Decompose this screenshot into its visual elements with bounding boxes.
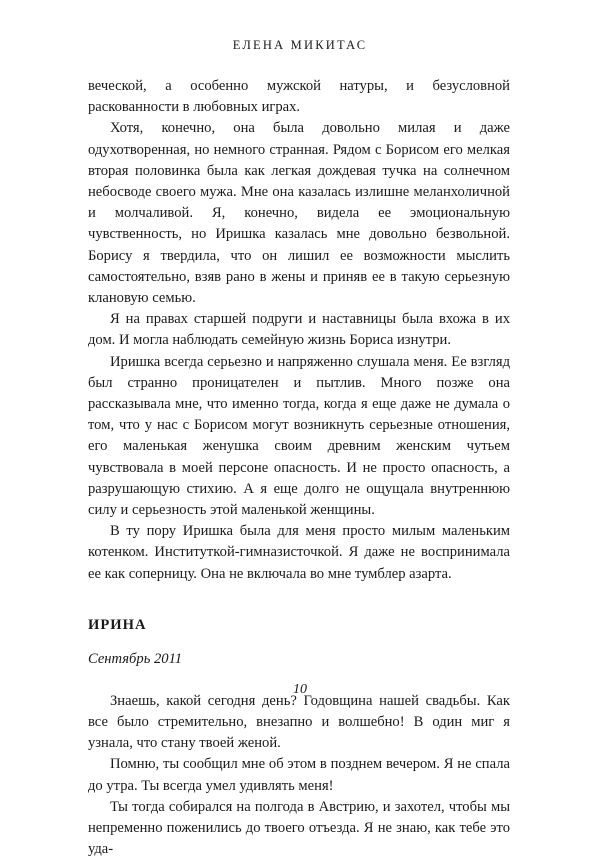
body-paragraph: Я на правах старшей подруги и наставницы была вхожа в их дом. И могла наблюдать семейную жизнь Бориса изнутри. (88, 311, 510, 349)
body-paragraph: Ты тогда собирался на полгода в Австрию, и захотел, чтобы мы непременно поженились до твоего отъезда. Я не знаю, как тебе это уда- (88, 798, 510, 858)
page-number: 10 (293, 682, 307, 697)
body-paragraph: В ту пору Иришка была для меня просто милым маленьким котенком. Институткой-гимназисточкой. Я даже не воспринимала ее как соперницу. Она не включала во мне тумблер азарта. (88, 523, 510, 582)
body-paragraph: веческой, а особенно мужской натуры, и безусловной раскованности в любовных играх. (88, 78, 510, 116)
body-paragraph: Хотя, конечно, она была довольно милая и даже одухотворенная, но немного странная. Рядом с Борисом его мелкая вторая половинка была как легкая дождевая тучка на солнечном небосводе своего мужа. Мне она казалась излишне меланхоличной и молчаливой. Я, конечно, видела ее эмоциональную чувственность, но Иришка казалась мне довольно безвольной. Борису я твердила, что он лишил ее возможности мыслить самостоятельно, взяв рано в жены и приняв ее в такую серьезную клановую семью. (88, 120, 510, 307)
section-date: Сентябрь 2011 (88, 650, 183, 667)
section-heading: ИРИНА (88, 616, 147, 633)
body-paragraph: Иришка всегда серьезно и напряженно слушала меня. Ее взгляд был странно проницателен и пытлив. Много позже она рассказывала мне, что именно тогда, когда я еще даже не думала о том, что у нас с Борисом могут возникнуть серьезные отношения, его маленькая женушка своим древним женским чутьем чувствовала в моей персоне опасность. И не просто опасность, а разрушающую стихию. А я еще долго не ощущала внутреннюю силу и серьезность этой маленькой женщины. (88, 353, 510, 519)
page-body (88, 76, 510, 861)
body-paragraph: Знаешь, какой сегодня день? Годовщина нашей свадьбы. Как все было стремительно, внезапно и волшебно! В один миг я узнала, что стану твоей женой. (88, 692, 510, 752)
running-header: ЕЛЕНА МИКИТАС (232, 38, 368, 52)
body-paragraph: Помню, ты сообщил мне об этом в позднем вечером. Я не спала до утра. Ты всегда умел удивлять меня! (88, 756, 510, 794)
